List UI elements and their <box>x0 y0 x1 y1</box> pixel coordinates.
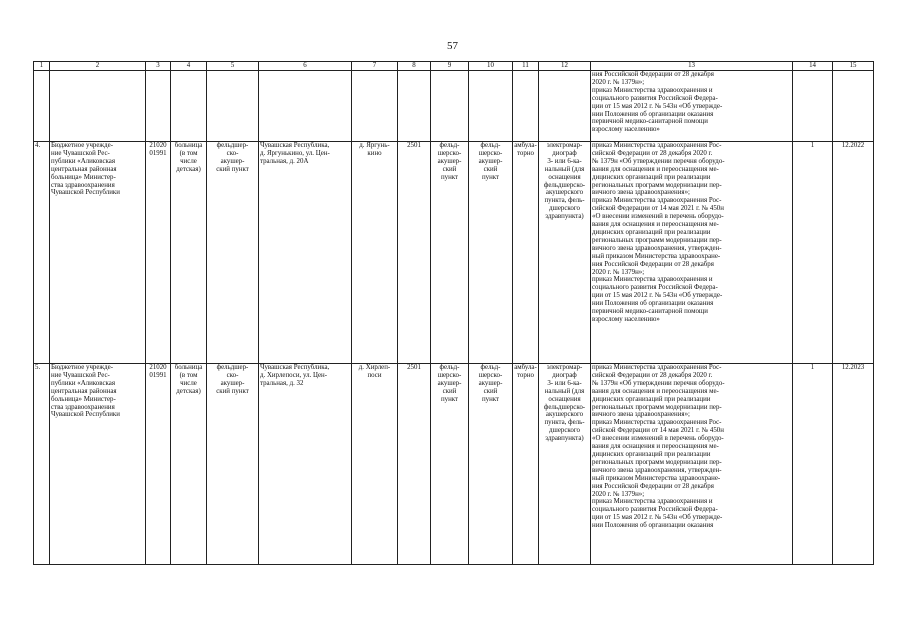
population: 2501 <box>407 142 421 149</box>
organization-name: Бюджетное учрежде- ние Чувашской Рес- публики «Аликовская центральная районная больница» Министер- ства здравоохранения Чувашской Республики <box>51 364 120 419</box>
col-header: 12 <box>539 62 591 71</box>
table-row <box>34 142 874 364</box>
organization-code: 21020 01991 <box>149 364 167 379</box>
unit-type: фельд- шерско- акушер- ский пункт <box>437 364 462 403</box>
settlement: д. Яргунь- кино <box>359 142 390 157</box>
legal-basis-cell: ния Российской Федерации от 28 декабря 2020 г. № 1379н»; приказ Министерства здравоохранения и социального развития Российской Федера- ции от 15 мая 2012 г. № 543н «Об утвержде- нии Положения об организации оказания первичной медико-санитарной помощи взрослому населению» <box>592 71 723 134</box>
care-conditions: амбула- торно <box>514 364 537 379</box>
col-header: 15 <box>833 62 874 71</box>
col-header: 13 <box>591 62 793 71</box>
equipment-name: электромар- диограф 3- или 6-ка- нальный (для оснащения фельдшерско- акушерского пункта, фель- дшерского здравпункта) <box>543 142 586 221</box>
col-header: 5 <box>207 62 259 71</box>
col-header: 1 <box>34 62 50 71</box>
col-header: 9 <box>431 62 469 71</box>
facility-address: Чувашская Республика, д. Хирлепоси, ул. Цен- тральная, д. 32 <box>260 364 330 387</box>
organization-code: 21020 01991 <box>149 142 167 157</box>
quantity: 1 <box>810 142 815 149</box>
facility-type: фельдшер- ско- акушер- ский пункт <box>216 142 249 173</box>
registry-table <box>33 61 874 565</box>
unit-type: фельд- шерско- акушер- ский пункт <box>437 142 462 181</box>
col-header: 7 <box>352 62 398 71</box>
equipment-name: электромар- диограф 3- или 6-ка- нальный (для оснащения фельдшерско- акушерского пункта, фель- дшерского здравпункта) <box>543 364 586 443</box>
organization-name: Бюджетное учрежде- ние Чувашской Рес- публики «Аликовская центральная районная больница» Министер- ства здравоохранения Чувашской Республики <box>51 142 120 197</box>
deadline: 12.2023 <box>841 364 865 371</box>
organization-type: больница (в том числе детская) <box>174 364 203 395</box>
care-conditions: амбула- торно <box>514 142 537 157</box>
row-number: 5. <box>35 364 41 371</box>
organization-type: больница (в том числе детская) <box>174 142 203 173</box>
col-header: 8 <box>398 62 431 71</box>
col-header: 2 <box>50 62 146 71</box>
unit-name: фельд- шерско- акушер- ский пункт <box>478 364 503 403</box>
population: 2501 <box>407 364 421 371</box>
facility-type: фельдшер- ско- акушер- ский пункт <box>216 364 249 395</box>
col-header: 11 <box>513 62 539 71</box>
legal-basis-cell: приказ Министерства здравоохранения Рос- сийской Федерации от 28 декабря 2020 г. № 1379н «Об утверждении перечня оборудо- вания для оснащения и переоснащения ме- дицинских организаций при реализации региональных программ модернизации пер- вичного звена здравоохранения»; приказ Министерства здравоохранения Рос- сийской Федерации от 14 мая 2021 г. № 450н «О внесении изменений в перечень оборудо- вания для оснащения и переоснащения ме- дицинских организаций при реализации региональных программ модернизации пер- вичного звена здравоохранения, утвержден- ный приказом Министерства здравоохране- ния Российской Федерации от 28 декабря 2020 г. № 1379н»; приказ Министерства здравоохранения и социального развития Российской Федера- ции от 15 мая 2012 г. № 543н «Об утвержде- нии Положения об организации оказания <box>592 364 725 530</box>
table-row <box>34 364 874 565</box>
deadline: 12.2022 <box>841 142 865 149</box>
unit-name: фельд- шерско- акушер- ский пункт <box>478 142 503 181</box>
legal-basis-cell: приказ Министерства здравоохранения Рос- сийской Федерации от 28 декабря 2020 г. № 1379н «Об утверждении перечня оборудо- вания для оснащения и переоснащения ме- дицинских организаций при реализации региональных программ модернизации пер- вичного звена здравоохранения»; приказ Министерства здравоохранения Рос- сийской Федерации от 14 мая 2021 г. № 450н «О внесении изменений в перечень оборудо- вания для оснащения и переоснащения ме- дицинских организаций при реализации региональных программ модернизации пер- вичного звена здравоохранения, утвержден- ный приказом Министерства здравоохране- ния Российской Федерации от 28 декабря 2020 г. № 1379н»; приказ Министерства здравоохранения и социального развития Российской Федера- ции от 15 мая 2012 г. № 543н «Об утвержде- нии Положения об организации оказания первичной медико-санитарной помощи взрослому населению» <box>592 142 725 323</box>
col-header: 4 <box>171 62 207 71</box>
col-header: 3 <box>146 62 171 71</box>
col-header: 6 <box>259 62 352 71</box>
table-row-continuation <box>34 71 874 142</box>
settlement: д. Хирлеп- поси <box>358 364 391 379</box>
col-header: 14 <box>793 62 833 71</box>
col-header: 10 <box>469 62 513 71</box>
page-number: 57 <box>447 40 458 52</box>
row-number: 4. <box>35 142 41 149</box>
facility-address: Чувашская Республика, д. Яргунькино, ул. Цен- тральная, д. 20А <box>260 142 330 165</box>
quantity: 1 <box>810 364 815 371</box>
column-number-row <box>34 62 874 71</box>
